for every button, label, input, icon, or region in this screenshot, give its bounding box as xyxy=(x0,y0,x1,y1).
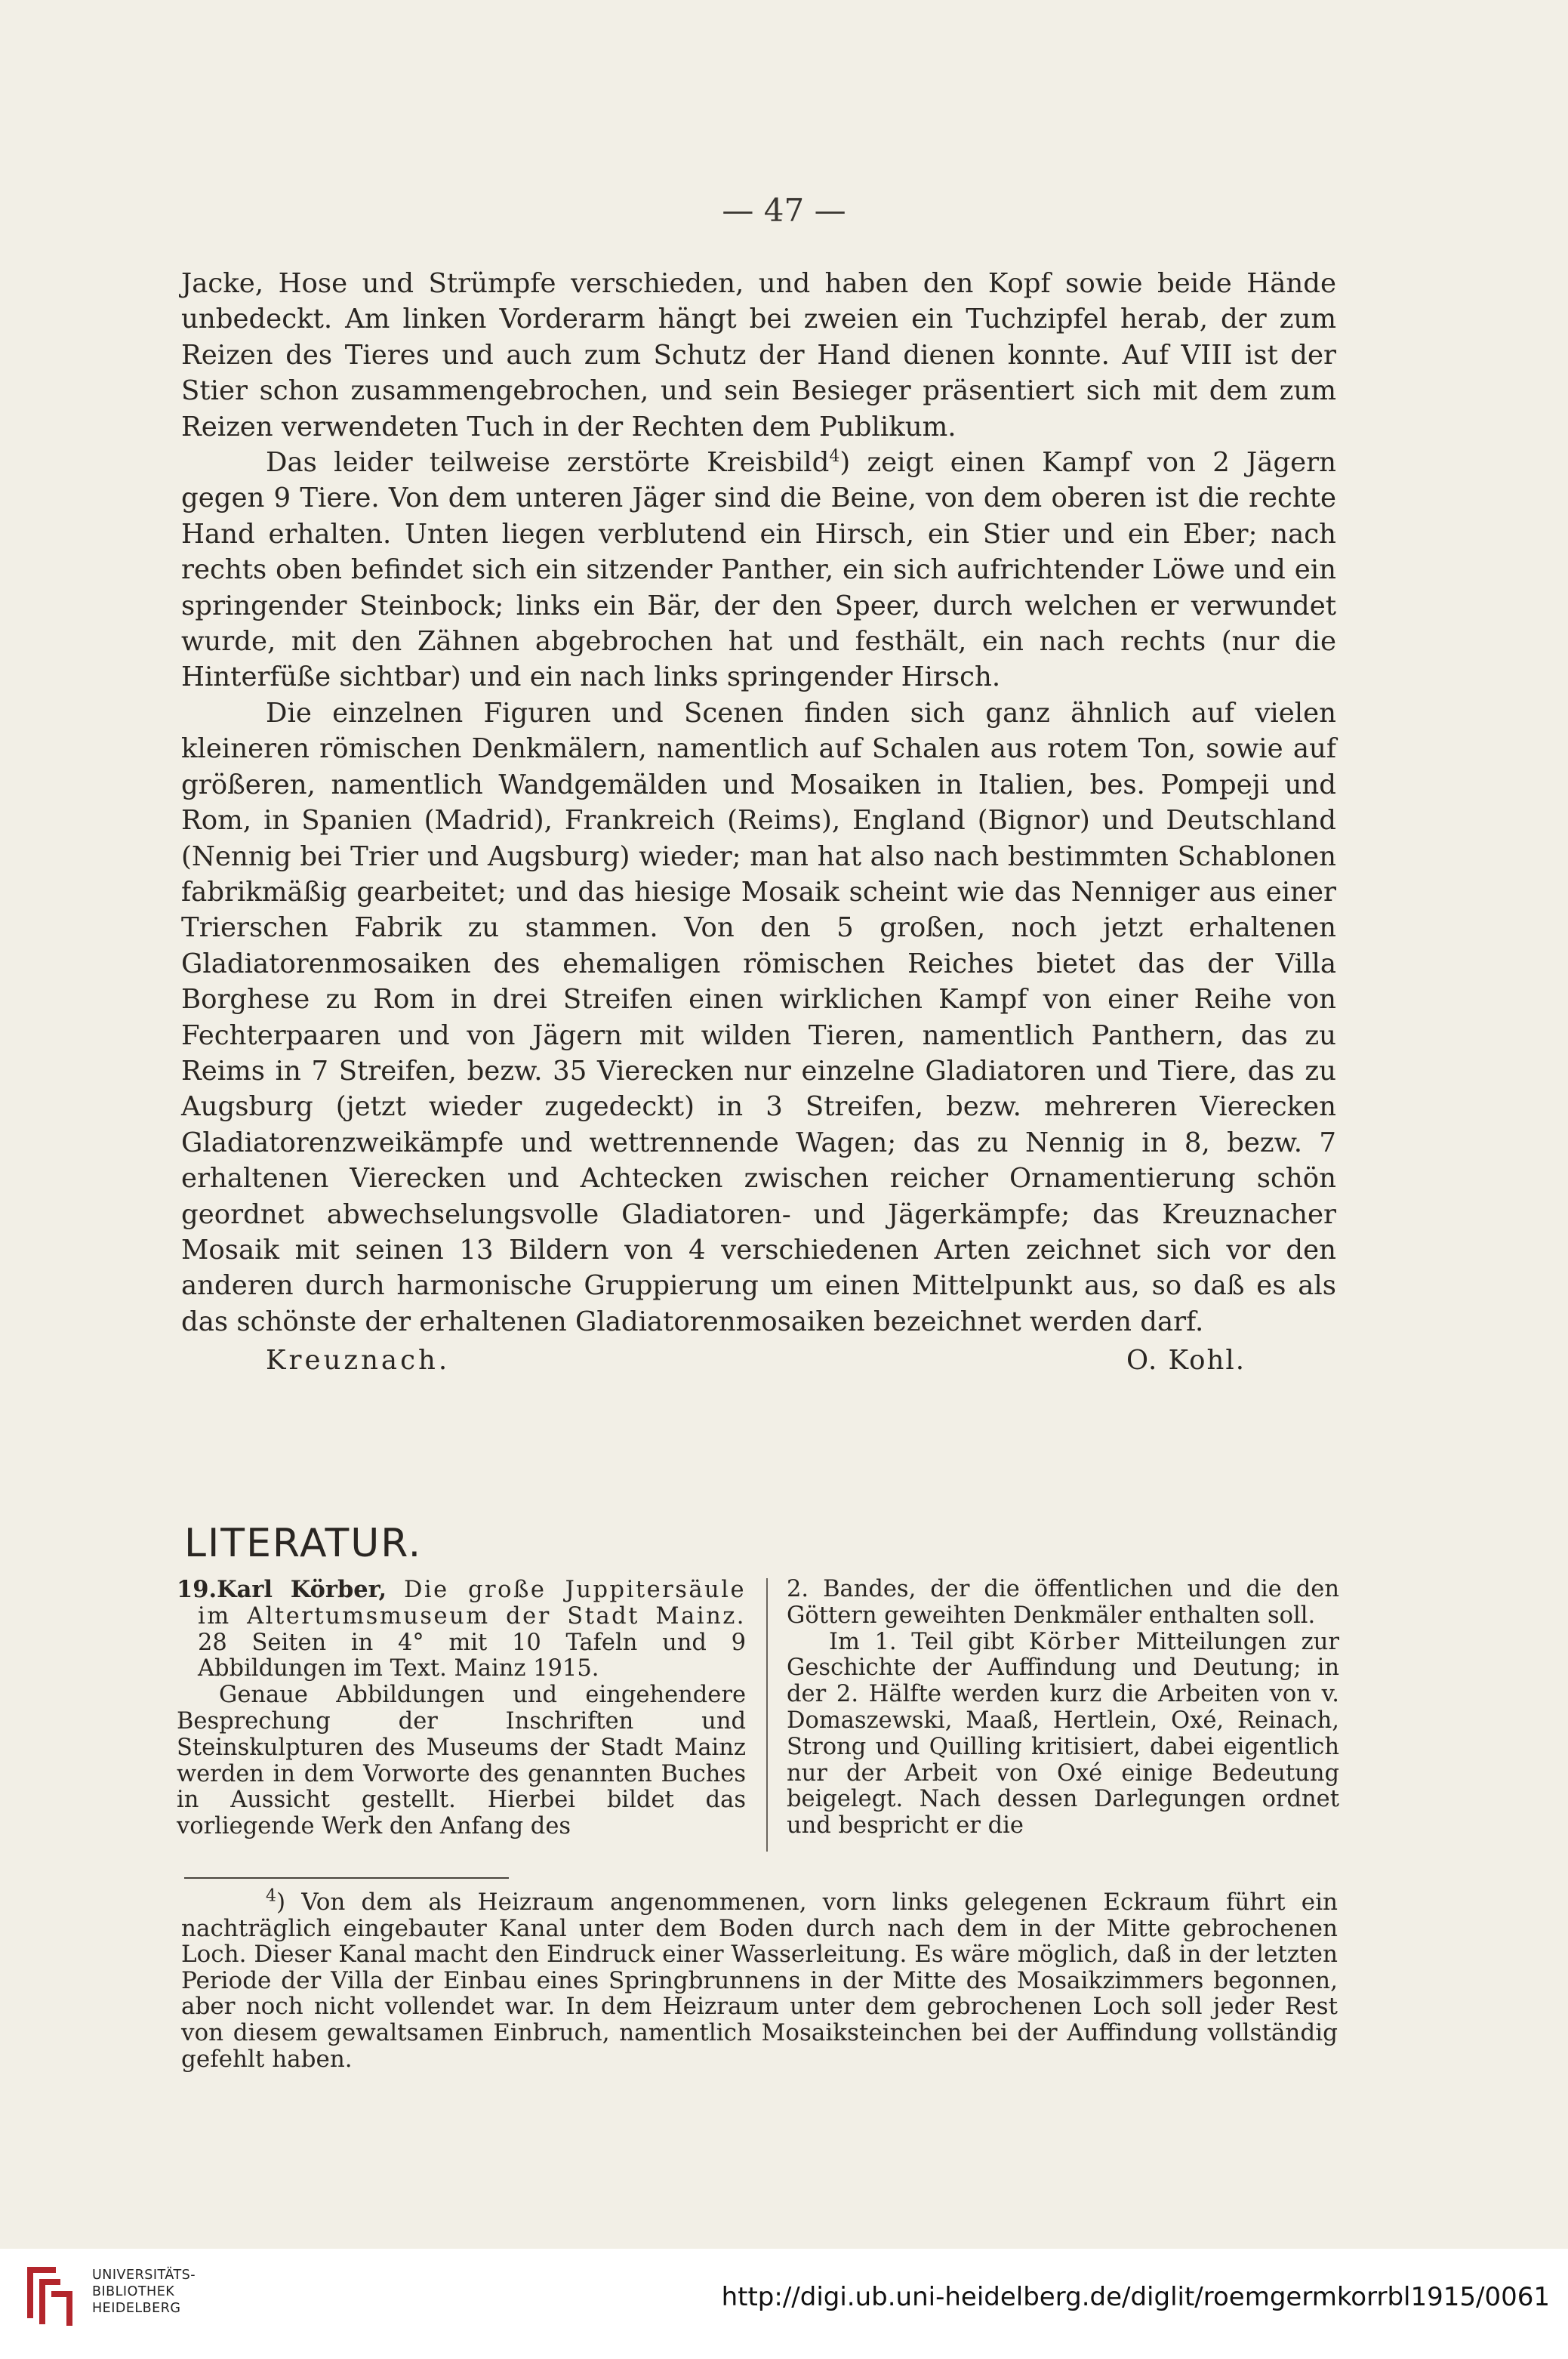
column-divider xyxy=(766,1578,768,1852)
footer-bar xyxy=(0,2249,1568,2359)
signature-line xyxy=(181,1340,1336,1382)
footnote-reference[interactable]: 4 xyxy=(829,447,840,467)
signature-place: Kreuznach. xyxy=(266,1345,451,1377)
entry-title: Die große Juppitersäule im Altertumsmuseum der Stadt Mainz. xyxy=(198,1577,746,1630)
library-name-line-3: HEIDELBERG xyxy=(92,2301,181,2316)
literature-entry-header xyxy=(177,1577,746,1682)
literature-paragraph-3-text-a: Im 1. Teil gibt xyxy=(829,1628,1015,1655)
library-name-line-1: UNIVERSITÄTS- xyxy=(92,2268,196,2283)
paragraph-2-text-a: Das leider teilweise zerstörte Kreisbild xyxy=(266,447,830,479)
library-logo-icon[interactable] xyxy=(17,2262,85,2330)
paragraph-2 xyxy=(181,445,1336,695)
page-number: — 47 — xyxy=(722,192,846,229)
footnote-mark: 4 xyxy=(266,1886,276,1906)
footnote xyxy=(181,1886,1338,2073)
literature-author-name: Körber xyxy=(1028,1628,1121,1655)
main-text xyxy=(181,266,1336,1382)
section-heading-literatur: LITERATUR. xyxy=(184,1521,423,1566)
entry-number: 19. xyxy=(177,1576,217,1603)
literature-paragraph-2: 2. Bandes, der die öffentlichen und die den Göttern geweihten Denkmäler enthalten soll. xyxy=(787,1576,1339,1629)
entry-author: Karl Körber, xyxy=(217,1576,387,1603)
literature-column-left xyxy=(177,1577,746,1840)
signature-author: O. Kohl. xyxy=(1126,1345,1246,1377)
source-url-link[interactable]: http://digi.ub.uni-heidelberg.de/diglit/roemgermkorrbl1915/0061 xyxy=(721,2282,1550,2312)
paragraph-2-text-b: ) zeigt einen Kampf von 2 Jägern gegen 9 Tiere. Von dem unteren Jäger sind die Beine, von dem oberen ist die rechte Hand erhalten. Unten liegen verblutend ein Hirsch, ein Stier und ein Eber; nach rechts oben befindet sich ein sitzender Panther, ein sich aufrichtender Löwe und ein springender Steinbock; links ein Bär, der den Speer, durch welchen er verwundet wurde, mit den Zähnen abgebrochen hat und festhält, ein nach rechts (nur die Hinterfüße sichtbar) und ein nach links springender Hirsch. xyxy=(181,447,1337,693)
footnote-divider xyxy=(184,1877,509,1879)
paragraph-3: Die einzelnen Figuren und Scenen finden sich ganz ähnlich auf vielen kleineren römischen Denkmälern, namentlich auf Schalen aus rotem Ton, sowie auf größeren, namentlich Wandgemälden und Mosaiken in Italien, bes. Pompeji und Rom, in Spanien (Madrid), Frankreich (Reims), England (Bignor) und Deutschland (Nennig bei Trier und Augsburg) wieder; man hat also nach bestimmten Schablonen fabrikmäßig gearbeitet; und das hiesige Mosaik scheint wie das Nenniger aus einer Trierschen Fabrik zu stammen. Von den 5 großen, noch jetzt erhaltenen Gladiatorenmosaiken des ehemaligen römischen Reiches bietet das der Villa Borghese zu Rom in drei Streifen einen wirklichen Kampf von einer Reihe von Fechterpaaren und von Jägern mit wilden Tieren, namentlich Panthern, das zu Reims in 7 Streifen, bezw. 35 Vierecken nur einzelne Gladiatoren und Tiere, das zu Augsburg (jetzt wieder zugedeckt) in 3 Streifen, bezw. mehreren Vierecken Gladiatorenzweikämpfe und wettrennende Wagen; das zu Nennig in 8, bezw. 7 erhaltenen Vierecken und Achtecken zwischen reicher Ornamentierung schön geordnet abwechselungsvolle Gladiatoren- und Jägerkämpfe; das Kreuznacher Mosaik mit seinen 13 Bildern von 4 verschiedenen Arten zeichnet sich vor den anderen durch harmonische Gruppierung um einen Mittelpunkt aus, so daß es als das schönste der erhaltenen Gladiatorenmosaiken bezeichnet werden darf. xyxy=(181,697,1336,1337)
library-name-line-2: BIBLIOTHEK xyxy=(92,2284,175,2299)
library-name xyxy=(92,2267,196,2317)
literature-paragraph-3-text-b: Mitteilungen zur Geschichte der Auffindung und Deutung; in der 2. Hälfte werden kurz die Arbeiten von v. Domaszewski, Maaß, Hertlein, Oxé, Reinach, Strong und Quilling kritisiert, dabei eigentlich nur der Arbeit von Oxé einige Bedeutung beigelegt. Nach dessen Darlegungen ordnet und bespricht er die xyxy=(787,1628,1339,1839)
paragraph-1: Jacke, Hose und Strümpfe verschieden, und haben den Kopf sowie beide Hände unbedeckt. Am linken Vorderarm hängt bei zweien ein Tuchzipfel herab, der zum Reizen des Tieres und auch zum Schutz der Hand dienen konnte. Auf VIII ist der Stier schon zusammengebrochen, und sein Besieger präsentiert sich mit dem zum Reizen verwendeten Tuch in der Rechten dem Publikum. xyxy=(181,268,1336,443)
literature-column-right xyxy=(787,1577,1339,1839)
literature-paragraph-3 xyxy=(787,1630,1339,1839)
footnote-text: ) Von dem als Heizraum angenommenen, vorn links gelegenen Eckraum führt ein nachträglich eingebauter Kanal unter dem Boden durch nach dem in der Mitte gebrochenen Loch. Dieser Kanal macht den Eindruck einer Wasserleitung. Es wäre möglich, daß in der letzten Periode der Villa der Einbau eines Springbrunnens in der Mitte des Mosaikzimmers begonnen, aber noch nicht vollendet war. In dem Heizraum unter dem gebrochenen Loch soll jeder Rest von diesem gewaltsamen Einbruch, namentlich Mosaiksteinchen bei der Auffindung vollständig gefehlt haben. xyxy=(181,1889,1338,2073)
literature-paragraph-1: Genaue Abbildungen und eingehendere Besprechung der Inschriften und Steinskulpturen des Museums der Stadt Mainz werden in dem Vorworte des genannten Buches in Aussicht gestellt. Hierbei bildet das vorliegende Werk den Anfang des xyxy=(177,1682,746,1840)
entry-details: 28 Seiten in 4° mit 10 Tafeln und 9 Abbildungen im Text. Mainz 1915. xyxy=(198,1629,746,1682)
